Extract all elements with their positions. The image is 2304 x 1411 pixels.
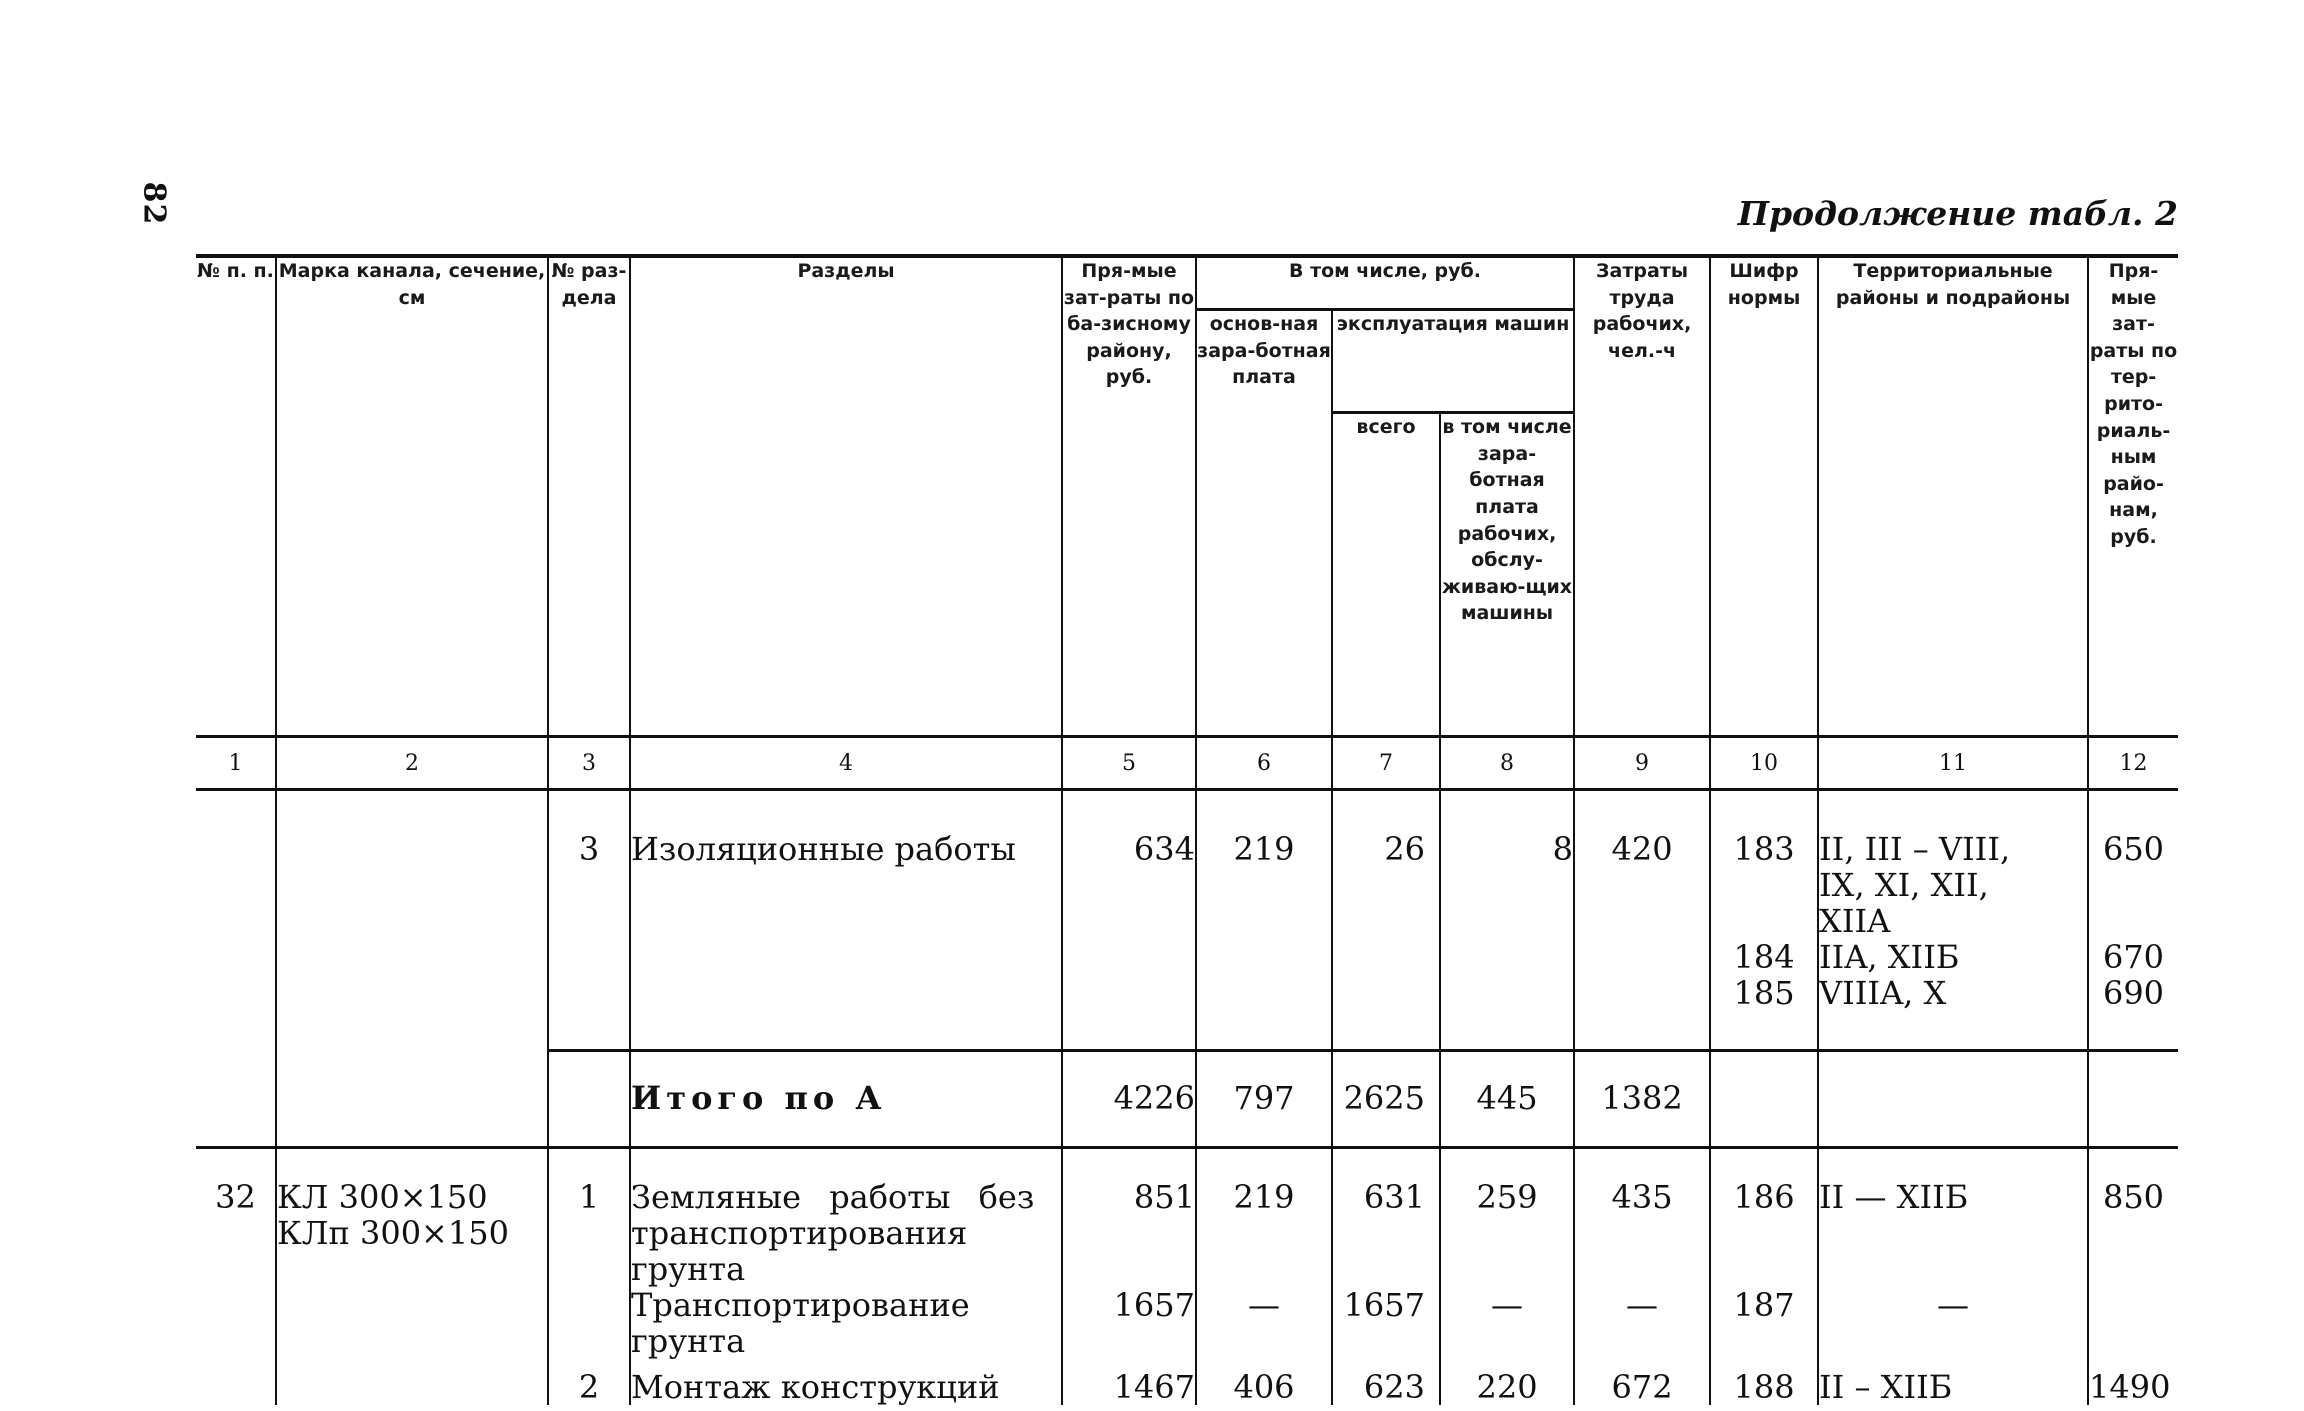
- header-col-sections: Разделы: [630, 256, 1062, 737]
- header-group-including: В том числе, руб.: [1196, 256, 1574, 310]
- base-wage: 219: [1233, 1178, 1295, 1216]
- regions: [1818, 790, 2088, 1051]
- direct-cost: 1467: [1113, 1368, 1195, 1406]
- base-wage: —: [1248, 1286, 1280, 1324]
- region-line: VIIIA, X: [1819, 974, 1947, 1012]
- column-number: 10: [1710, 737, 1818, 790]
- machines-wage: —: [1491, 1286, 1524, 1324]
- direct-costs: 634: [1062, 790, 1196, 1051]
- machines-wage: 259: [1476, 1178, 1538, 1216]
- row-no-cell: [196, 790, 276, 1051]
- column-number: 6: [1196, 737, 1332, 790]
- direct-costs: [1062, 1148, 1196, 1406]
- direct-costs: 4226: [1062, 1051, 1196, 1148]
- header-col-code: Шифр нормы: [1710, 256, 1818, 737]
- column-number: 7: [1332, 737, 1440, 790]
- region-line: II — XIIБ: [1819, 1178, 1969, 1216]
- row-no: 32: [196, 1148, 276, 1406]
- labor-cost: 1382: [1574, 1051, 1710, 1148]
- column-number: 3: [548, 737, 630, 790]
- section-names: [630, 1148, 1062, 1406]
- column-number: 5: [1062, 737, 1196, 790]
- regional-costs: [2088, 1051, 2178, 1148]
- header-col-section-no: № раз-дела: [548, 256, 630, 737]
- header-col-machines-total: всего: [1332, 413, 1440, 737]
- base-wages: [1196, 1148, 1332, 1406]
- channel-mark-line: КЛп 300×150: [277, 1214, 509, 1252]
- column-number: 9: [1574, 737, 1710, 790]
- header-col-direct-costs: Пря-мые зат-раты по ба-зисному району, руб.: [1062, 256, 1196, 737]
- labor-cost: 435: [1611, 1178, 1673, 1216]
- table-header: [196, 256, 2178, 790]
- column-number: 8: [1440, 737, 1574, 790]
- labor-cost: 420: [1574, 790, 1710, 1051]
- region-line: IX, XI, XII,: [1819, 866, 1989, 904]
- norm-code: 183: [1733, 830, 1795, 868]
- machines-total: 631: [1363, 1178, 1425, 1216]
- norm-code: 184: [1733, 938, 1795, 976]
- norm-codes: [1710, 1051, 1818, 1148]
- machines-wage: 445: [1440, 1051, 1574, 1148]
- norm-codes: [1710, 790, 1818, 1051]
- norm-codes: [1710, 1148, 1818, 1406]
- section-no: 3: [548, 790, 630, 1051]
- section-name-line: грунта: [631, 1322, 746, 1360]
- section-name-line: Монтаж конструкций: [631, 1368, 1000, 1406]
- row-no-cell: [196, 1051, 276, 1148]
- region-line: IIA, XIIБ: [1819, 938, 1960, 976]
- header-col-machines-wage: в том числе зара-ботная плата рабочих, обслу-живаю-щих машины: [1440, 413, 1574, 737]
- base-wage: 219: [1196, 790, 1332, 1051]
- machines-total: 1657: [1343, 1286, 1425, 1324]
- section-no: 2: [578, 1368, 600, 1406]
- row-mark-cell: [276, 790, 548, 1051]
- region-line: XIIA: [1819, 902, 1891, 940]
- header-col-mark: Марка канала, сечение, см: [276, 256, 548, 737]
- header-col-base-wage: основ-ная зара-ботная плата: [1196, 310, 1332, 737]
- cost-table: [196, 254, 2178, 1405]
- direct-cost: 851: [1133, 1178, 1195, 1216]
- column-numbers-row: [196, 737, 2178, 790]
- section-name-line: транспортирования: [631, 1214, 968, 1252]
- machines-total: 623: [1363, 1368, 1425, 1406]
- section-no: 1: [578, 1178, 600, 1216]
- table-row: [196, 790, 2178, 1051]
- regional-cost: 690: [2102, 974, 2165, 1012]
- norm-code: 188: [1733, 1368, 1795, 1406]
- regional-cost: 1490: [2089, 1368, 2171, 1406]
- header-col-regions: Территориальные районы и подрайоны: [1818, 256, 2088, 737]
- section-name-line: Земляные работы без: [631, 1178, 1035, 1216]
- regional-costs: [2088, 790, 2178, 1051]
- labor-costs: [1574, 1148, 1710, 1406]
- base-wage: 406: [1233, 1368, 1295, 1406]
- total-label: Итого по А: [630, 1051, 1062, 1148]
- column-number: 2: [276, 737, 548, 790]
- region-line: II, III – VIII,: [1819, 830, 2011, 868]
- labor-cost: 672: [1611, 1368, 1673, 1406]
- column-number: 11: [1818, 737, 2088, 790]
- section-name-line: грунта: [631, 1250, 746, 1288]
- header-col-no: № п. п.: [196, 256, 276, 737]
- regional-cost: 850: [2102, 1178, 2165, 1216]
- regional-costs: [2088, 1148, 2178, 1406]
- base-wage: 797: [1196, 1051, 1332, 1148]
- machines-totals: [1332, 1148, 1440, 1406]
- header-col-regional-costs: Пря-мые зат-раты по тер-рито-риаль-ным райо-нам, руб.: [2088, 256, 2178, 737]
- regions: [1818, 1148, 2088, 1406]
- machines-wage: 220: [1476, 1368, 1538, 1406]
- regional-cost: 650: [2102, 830, 2165, 868]
- labor-cost: —: [1626, 1286, 1659, 1324]
- machines-total: 2625: [1332, 1051, 1440, 1148]
- column-number: 4: [630, 737, 1062, 790]
- regional-cost: 670: [2102, 938, 2165, 976]
- table-caption: Продолжение табл. 2: [1737, 194, 2178, 233]
- table-row: [196, 1148, 2178, 1406]
- norm-code: 187: [1733, 1286, 1795, 1324]
- column-number: 12: [2088, 737, 2178, 790]
- page-number: 82: [136, 181, 172, 226]
- section-name-line: Транспортирование: [631, 1286, 970, 1324]
- section-no: [548, 1051, 630, 1148]
- section-name: Изоляционные работы: [630, 790, 1062, 1051]
- regions: [1818, 1051, 2088, 1148]
- row-mark-cell: [276, 1051, 548, 1148]
- channel-mark-line: КЛ 300×150: [277, 1178, 488, 1216]
- channel-mark: [276, 1148, 548, 1406]
- section-nos: [548, 1148, 630, 1406]
- column-number: 1: [196, 737, 276, 790]
- region-line: II – XIIБ: [1819, 1368, 1953, 1406]
- header-col-labor: Затраты труда рабочих, чел.-ч: [1574, 256, 1710, 737]
- header-group-machines: эксплуатация машин: [1332, 310, 1574, 413]
- machines-total: 26: [1332, 790, 1440, 1051]
- norm-code: 185: [1733, 974, 1795, 1012]
- direct-cost: 1657: [1113, 1286, 1195, 1324]
- machines-wages: [1440, 1148, 1574, 1406]
- machines-wage: 8: [1440, 790, 1574, 1051]
- norm-code: 186: [1733, 1178, 1795, 1216]
- region-line: —: [1937, 1286, 1970, 1324]
- total-row: [196, 1051, 2178, 1148]
